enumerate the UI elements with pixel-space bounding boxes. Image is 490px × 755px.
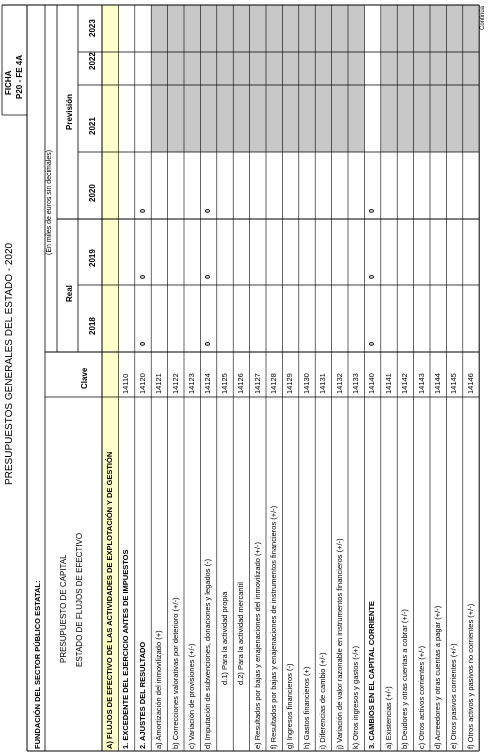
shaded-cell — [430, 52, 446, 85]
shaded-cell — [348, 52, 364, 85]
shaded-cell — [463, 5, 479, 52]
row-label: j) Variación de valor razonable en instrumentos financieros (+/-) — [334, 538, 344, 749]
shaded-cell — [348, 85, 364, 152]
row-code: 14121 — [154, 373, 164, 394]
entity-label: FUNDACIÓN DEL SECTOR PÚBLICO ESTATAL: — [33, 580, 42, 749]
row-code: 14120 — [137, 373, 147, 394]
row-value: 0 — [137, 274, 147, 279]
units-note: (En miles de euros sin decimales) — [46, 149, 53, 255]
page-title: PRESUPUESTOS GENERALES DEL ESTADO - 2020 — [4, 242, 15, 485]
shaded-cell — [151, 85, 167, 152]
clave-header: Clave — [80, 367, 89, 389]
shaded-cell — [463, 85, 479, 152]
shaded-cell — [184, 52, 200, 85]
row-label: 1. EXCEDENTE DEL EJERCICIO ANTES DE IMPUESTOS — [121, 549, 131, 749]
year-2019: 2019 — [88, 249, 97, 267]
year-2023: 2023 — [88, 19, 97, 37]
row-code: 14143 — [416, 373, 426, 394]
shaded-cell — [446, 85, 462, 152]
row-code: 14131 — [318, 373, 328, 394]
row-label: f) Resultados por bajas y enajenaciones de instrumentos financieros (+/-) — [269, 505, 278, 749]
year-2022: 2022 — [88, 52, 97, 70]
shaded-cell — [397, 52, 413, 85]
shaded-cell — [315, 85, 331, 152]
row-label: e) Otros pasivos corrientes (+/-) — [449, 643, 459, 749]
shaded-cell — [381, 5, 397, 52]
shaded-cell — [430, 85, 446, 152]
row-value: 0 — [203, 341, 213, 346]
continua-note: Continúa — [480, 5, 486, 30]
row-value: 0 — [137, 341, 147, 346]
shaded-cell — [315, 52, 331, 85]
row-code: 14130 — [301, 373, 311, 394]
row-label: 3. CAMBIOS EN EL CAPITAL CORRIENTE — [367, 601, 377, 749]
prevision-header: Previsión — [65, 93, 74, 130]
row-label: c) Otros activos corrientes (+/-) — [416, 645, 426, 749]
shaded-cell — [151, 5, 167, 52]
row-code: 14122 — [170, 373, 180, 394]
doc-title: PRESUPUESTO DE CAPITAL — [59, 554, 68, 663]
row-code: 14124 — [203, 373, 213, 394]
row-code: 14129 — [285, 373, 295, 394]
year-2021: 2021 — [88, 117, 97, 135]
shaded-cell — [200, 52, 216, 85]
row-value: 0 — [367, 274, 377, 279]
shaded-cell — [250, 85, 266, 152]
shaded-cell — [266, 52, 282, 85]
row-value: 0 — [367, 341, 377, 346]
row-label: a) Amortización del inmovilizado (+) — [154, 630, 164, 749]
shaded-cell — [332, 5, 348, 52]
shaded-cell — [463, 52, 479, 85]
shaded-cell — [266, 5, 282, 52]
shaded-cell — [299, 5, 315, 52]
ficha-label: FICHA — [4, 70, 13, 95]
row-label: k) Otros ingresos y gastos (-/+) — [351, 645, 360, 749]
doc-subtitle: ESTADO DE FLUJOS DE EFECTIVO — [75, 532, 84, 667]
shaded-cell — [168, 5, 184, 52]
shaded-cell — [151, 52, 167, 85]
row-label: d) Acreedores y otras cuentas a pagar (+/-) — [433, 605, 442, 749]
year-2020: 2020 — [88, 184, 97, 202]
row-code: 14128 — [269, 373, 278, 394]
row-value: 0 — [137, 208, 147, 213]
shaded-cell — [397, 85, 413, 152]
row-label: i) Diferencias de cambio (+/-) — [318, 652, 328, 749]
shaded-cell — [250, 5, 266, 52]
row-code: 14127 — [252, 373, 262, 394]
row-label: a) Existencias (+/-) — [383, 686, 393, 749]
row-value: 0 — [203, 208, 213, 213]
row-label: g) Ingresos financieros (-) — [285, 663, 295, 749]
ficha-code: P20 - FE 4A — [15, 54, 24, 99]
shaded-cell — [282, 52, 298, 85]
shaded-cell — [168, 85, 184, 152]
shaded-cell — [414, 5, 430, 52]
row-label: b) Deudores y otras cuentas a cobrar (+/-) — [400, 609, 410, 749]
row-code: 14144 — [433, 373, 442, 394]
shaded-cell — [282, 85, 298, 152]
year-2018: 2018 — [88, 317, 97, 335]
row-code: 14125 — [219, 373, 229, 394]
row-label: d) Imputación de subvenciones, donaciones y legados (-) — [203, 558, 213, 749]
shaded-cell — [381, 52, 397, 85]
shaded-cell — [446, 5, 462, 52]
shaded-cell — [200, 5, 216, 52]
shaded-cell — [282, 5, 298, 52]
row-value: 0 — [203, 274, 213, 279]
shaded-cell — [217, 85, 233, 152]
row-label: b) Correcciones valorativas por deterioro (+/-) — [170, 597, 180, 749]
row-code: 14141 — [383, 373, 393, 394]
row-code: 14140 — [367, 373, 377, 394]
row-code: 14126 — [236, 373, 246, 394]
row-label: 2. AJUSTES DEL RESULTADO — [137, 641, 147, 749]
shaded-cell — [414, 85, 430, 152]
row-code: 14146 — [465, 373, 475, 394]
shaded-cell — [217, 5, 233, 52]
shaded-cell — [299, 52, 315, 85]
row-label: d.1) Para la actividad propia — [219, 591, 229, 685]
row-code: 14133 — [351, 373, 360, 394]
shaded-cell — [397, 5, 413, 52]
row-label: f) Otros activos y pasivos no corrientes (+/-) — [465, 603, 475, 749]
row-value: 0 — [367, 208, 377, 213]
row-code: 14142 — [400, 373, 410, 394]
shaded-cell — [233, 52, 249, 85]
shaded-cell — [200, 85, 216, 152]
row-label: c) Variación de provisiones (+/-) — [187, 643, 196, 749]
shaded-cell — [250, 52, 266, 85]
shaded-cell — [332, 52, 348, 85]
shaded-cell — [233, 5, 249, 52]
shaded-cell — [184, 85, 200, 152]
shaded-cell — [299, 85, 315, 152]
shaded-cell — [446, 52, 462, 85]
shaded-cell — [414, 52, 430, 85]
shaded-cell — [168, 52, 184, 85]
row-code: 14110 — [121, 373, 131, 394]
row-code: 14145 — [449, 373, 459, 394]
shaded-cell — [315, 5, 331, 52]
shaded-cell — [266, 85, 282, 152]
row-label: A) FLUJOS DE EFECTIVO DE LAS ACTIVIDADES DE EXPLOTACIÓN Y DE GESTIÓN — [105, 451, 114, 749]
shaded-cell — [348, 5, 364, 52]
row-code: 14132 — [334, 373, 344, 394]
shaded-cell — [233, 85, 249, 152]
shaded-cell — [217, 52, 233, 85]
shaded-cell — [332, 85, 348, 152]
shaded-cell — [381, 85, 397, 152]
row-label: e) Resultados por bajas y enajenaciones del inmovilizado (+/-) — [252, 542, 262, 749]
row-label: d.2) Para la actividad mercantil — [236, 582, 246, 685]
real-header: Real — [65, 285, 74, 302]
shaded-cell — [184, 5, 200, 52]
row-label: h) Gastos financieros (+) — [301, 666, 311, 749]
row-code: 14123 — [187, 373, 196, 394]
shaded-cell — [430, 5, 446, 52]
